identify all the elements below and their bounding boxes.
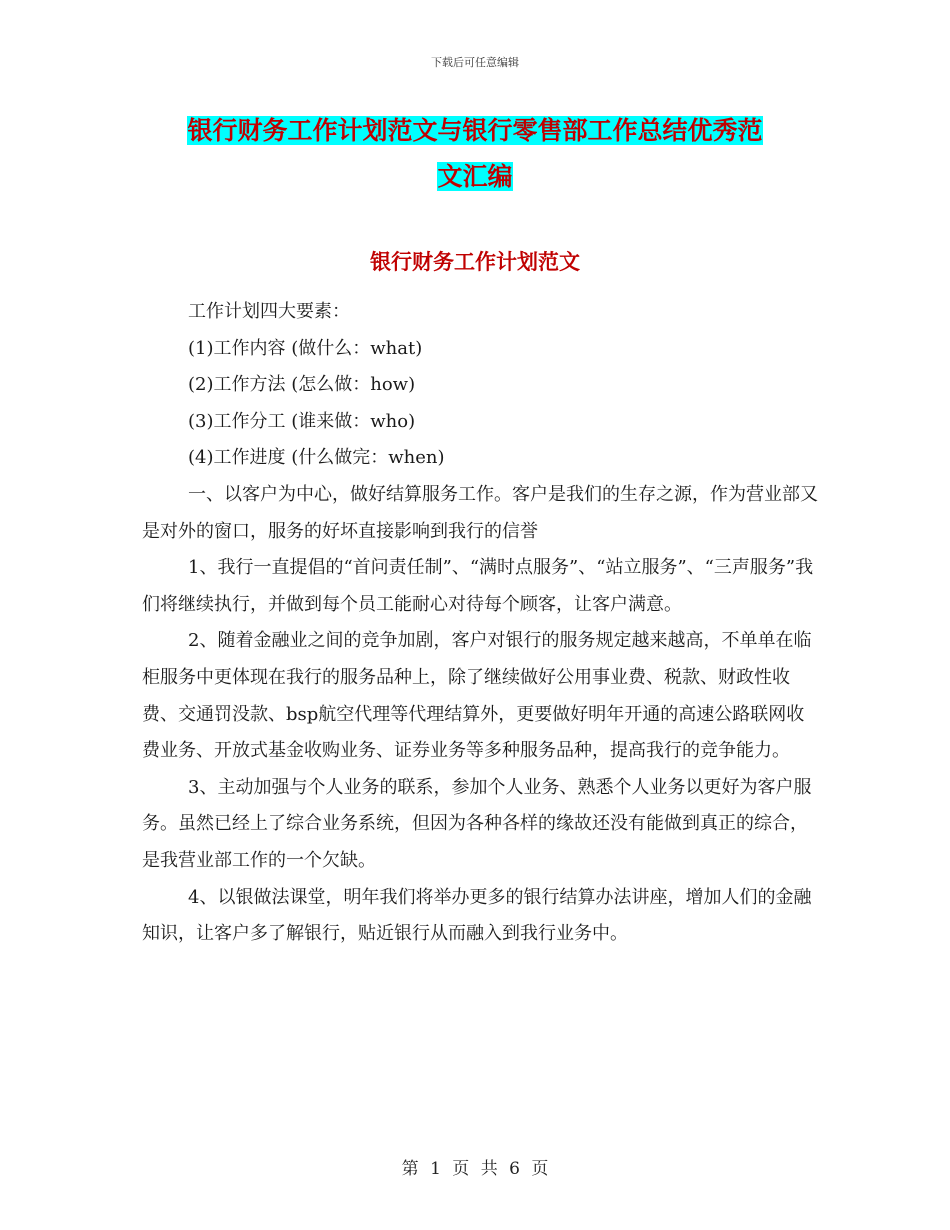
document-title — [140, 108, 810, 200]
paragraph: 3、主动加强与个人业务的联系，参加个人业务、熟悉个人业务以更好为客户服务。虽然已经上了综合业务系统，但因为各种各样的缘故还没有能做到真正的综合，是我营业部工作的一个欠缺。 — [142, 776, 812, 871]
paragraph: 4、以银做法课堂，明年我们将举办更多的银行结算办法讲座，增加人们的金融知识，让客户多了解银行，贴近银行从而融入到我行业务中。 — [142, 886, 812, 945]
paragraph: 2、随着金融业之间的竞争加剧，客户对银行的服务规定越来越高，不单单在临柜服务中更体现在我行的服务品种上，除了继续做好公用事业费、税款、财政性收费、交通罚没款、bsp航空代理等代理结算外，更要做好明年开通的高速公路联网收费业务、开放式基金收购业务、证券业务等多种服务品种，提高我行的竞争能力。 — [142, 630, 812, 762]
paragraph: 1、我行一直提倡的“首问责任制”、“满时点服务”、“站立服务”、“三声服务”我们将继续执行，并做到每个员工能耐心对待每个顾客，让客户满意。 — [142, 557, 814, 615]
title-line-2: 文汇编 — [437, 162, 513, 191]
page-footer: 第 1 页 共 6 页 — [401, 1159, 549, 1179]
paragraph: (3)工作分工 (谁来做：who) — [188, 410, 416, 432]
paragraph: (1)工作内容 (做什么：what) — [188, 337, 423, 359]
title-line-1: 银行财务工作计划范文与银行零售部工作总结优秀范 — [187, 116, 763, 145]
paragraph: 一、以客户为中心，做好结算服务工作。客户是我们的生存之源，作为营业部又是对外的窗口，服务的好坏直接影响到我行的信誉 — [142, 483, 818, 542]
paragraph: (4)工作进度 (什么做完：when) — [188, 447, 445, 469]
paragraph: (2)工作方法 (怎么做：how) — [188, 374, 416, 396]
paragraph: 工作计划四大要素： — [188, 301, 350, 322]
document-body — [142, 294, 822, 953]
header-note: 下载后可任意编辑 — [431, 56, 519, 69]
section-title: 银行财务工作计划范文 — [370, 250, 580, 274]
